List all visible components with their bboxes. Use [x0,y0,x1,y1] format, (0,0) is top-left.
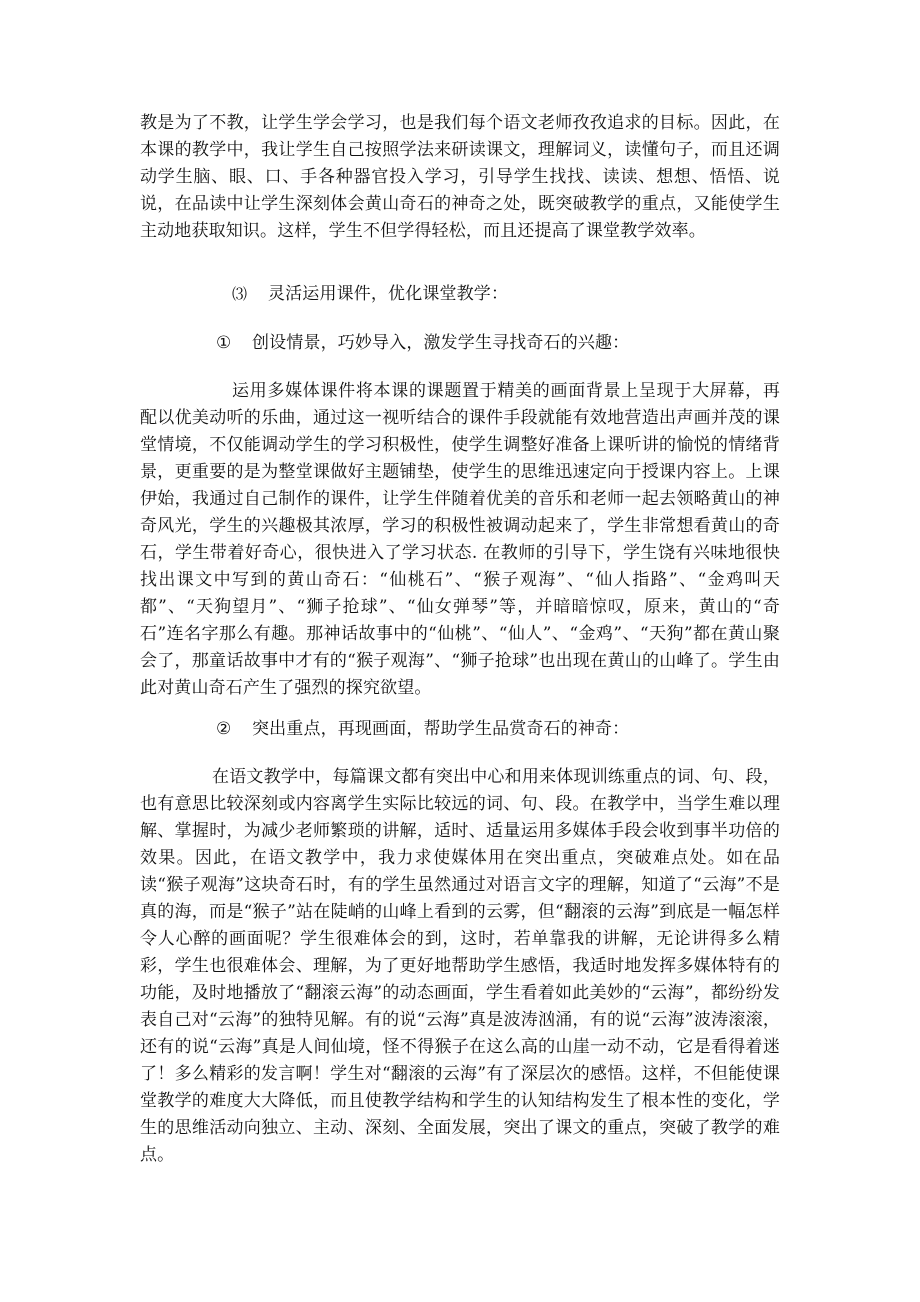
item-2-paragraph: 在语文教学中，每篇课文都有突出中心和用来体现训练重点的词、句、段，也有意思比较深刻或内容离学生实际比较远的词、句、段。在教学中，当学生难以理解、掌握时，为减少老师繁琐的讲解，适时、适量运用多媒体手段会收到事半功倍的效果。因此，在语文教学中，我力求使媒体用在突出重点，突破难点处。如在品读“猴子观海”这块奇石时，有的学生虽然通过对语言文字的理解，知道了“云海”不是真的海，而是“猴子”站在陡峭的山峰上看到的云雾，但“翻滚的云海”到底是一幅怎样令人心醉的画面呢？学生很难体会的到，这时，若单靠我的讲解，无论讲得多么精彩，学生也很难体会、理解，为了更好地帮助学生感悟，我适时地发挥多媒体特有的功能，及时地播放了“翻滚云海”的动态画面，学生看着如此美妙的“云海”，都纷纷发表自己对“云海”的独特见解。有的说“云海”真是波涛汹涌，有的说“云海”波涛滚滚，还有的说“云海”真是人间仙境，怪不得猴子在这么高的山崖一动不动，它是看得着迷了！多么精彩的发言啊！学生对“翻滚的云海”有了深层次的感悟。这样，不但能使课堂教学的难度大大降低，而且使教学结构和学生的认知结构发生了根本性的变化，学生的思维活动向独立、主动、深刻、全面发展，突出了课文的重点，突破了教学的难点。 [140,767,780,1165]
section-3-heading [232,281,792,308]
section-3-title: 灵活运用课件，优化课堂教学： [268,284,509,304]
section-3-number: ⑶ [232,285,248,303]
item-1-paragraph: 运用多媒体课件将本课的课题置于精美的画面背景上呈现于大屏幕，再配以优美动听的乐曲，通过这一视听结合的课件手段就能有效地营造出声画并茂的课堂情境，不仅能调动学生的学习积极性，使学生调整好准备上课听讲的愉悦的情绪背景，更重要的是为整堂课做好主题铺垫，使学生的思维迅速定向于授课内容上。上课伊始，我通过自己制作的课件，让学生伴随着优美的音乐和老师一起去领略黄山的神奇风光，学生的兴趣极其浓厚，学习的积极性被调动起来了，学生非常想看黄山的奇石，学生带着好奇心，很快进入了学习状态. 在教师的引导下，学生饶有兴味地很快找出课文中写到的黄山奇石：“仙桃石”、“猴子观海”、“仙人指路”、“金鸡叫天都”、“天狗望月”、“狮子抢球”、“仙女弹琴”等，并暗暗惊叹，原来，黄山的“奇石”连名字那么有趣。那神话故事中的“仙桃”、“仙人”、“金鸡”、“天狗”都在黄山聚会了，那童话故事中才有的“猴子观海”、“狮子抢球”也出现在黄山的山峰了。学生由此对黄山奇石产生了强烈的探究欲望。 [140,381,780,698]
item-2-title: 突出重点，再现画面，帮助学生品赏奇石的神奇： [252,719,630,739]
intro-paragraph: 教是为了不教，让学生学会学习，也是我们每个语文老师孜孜追求的目标。因此，在本课的教学中，我让学生自己按照学法来研读课文，理解词义，读懂句子，而且还调动学生脑、眼、口、手各种器官投入学习，引导学生找找、读读、想想、悟悟、说说，在品读中让学生深刻体会黄山奇石的神奇之处，既突破教学的重点，又能使学生主动地获取知识。这样，学生不但学得轻松，而且还提高了课堂教学效率。 [140,113,780,241]
item-2-heading [216,716,776,743]
item-2-number: ② [216,719,232,739]
item-1-number: ① [216,333,232,353]
item-1-heading [216,330,776,357]
item-1-title: 创设情景，巧妙导入，激发学生寻找奇石的兴趣： [252,333,630,353]
